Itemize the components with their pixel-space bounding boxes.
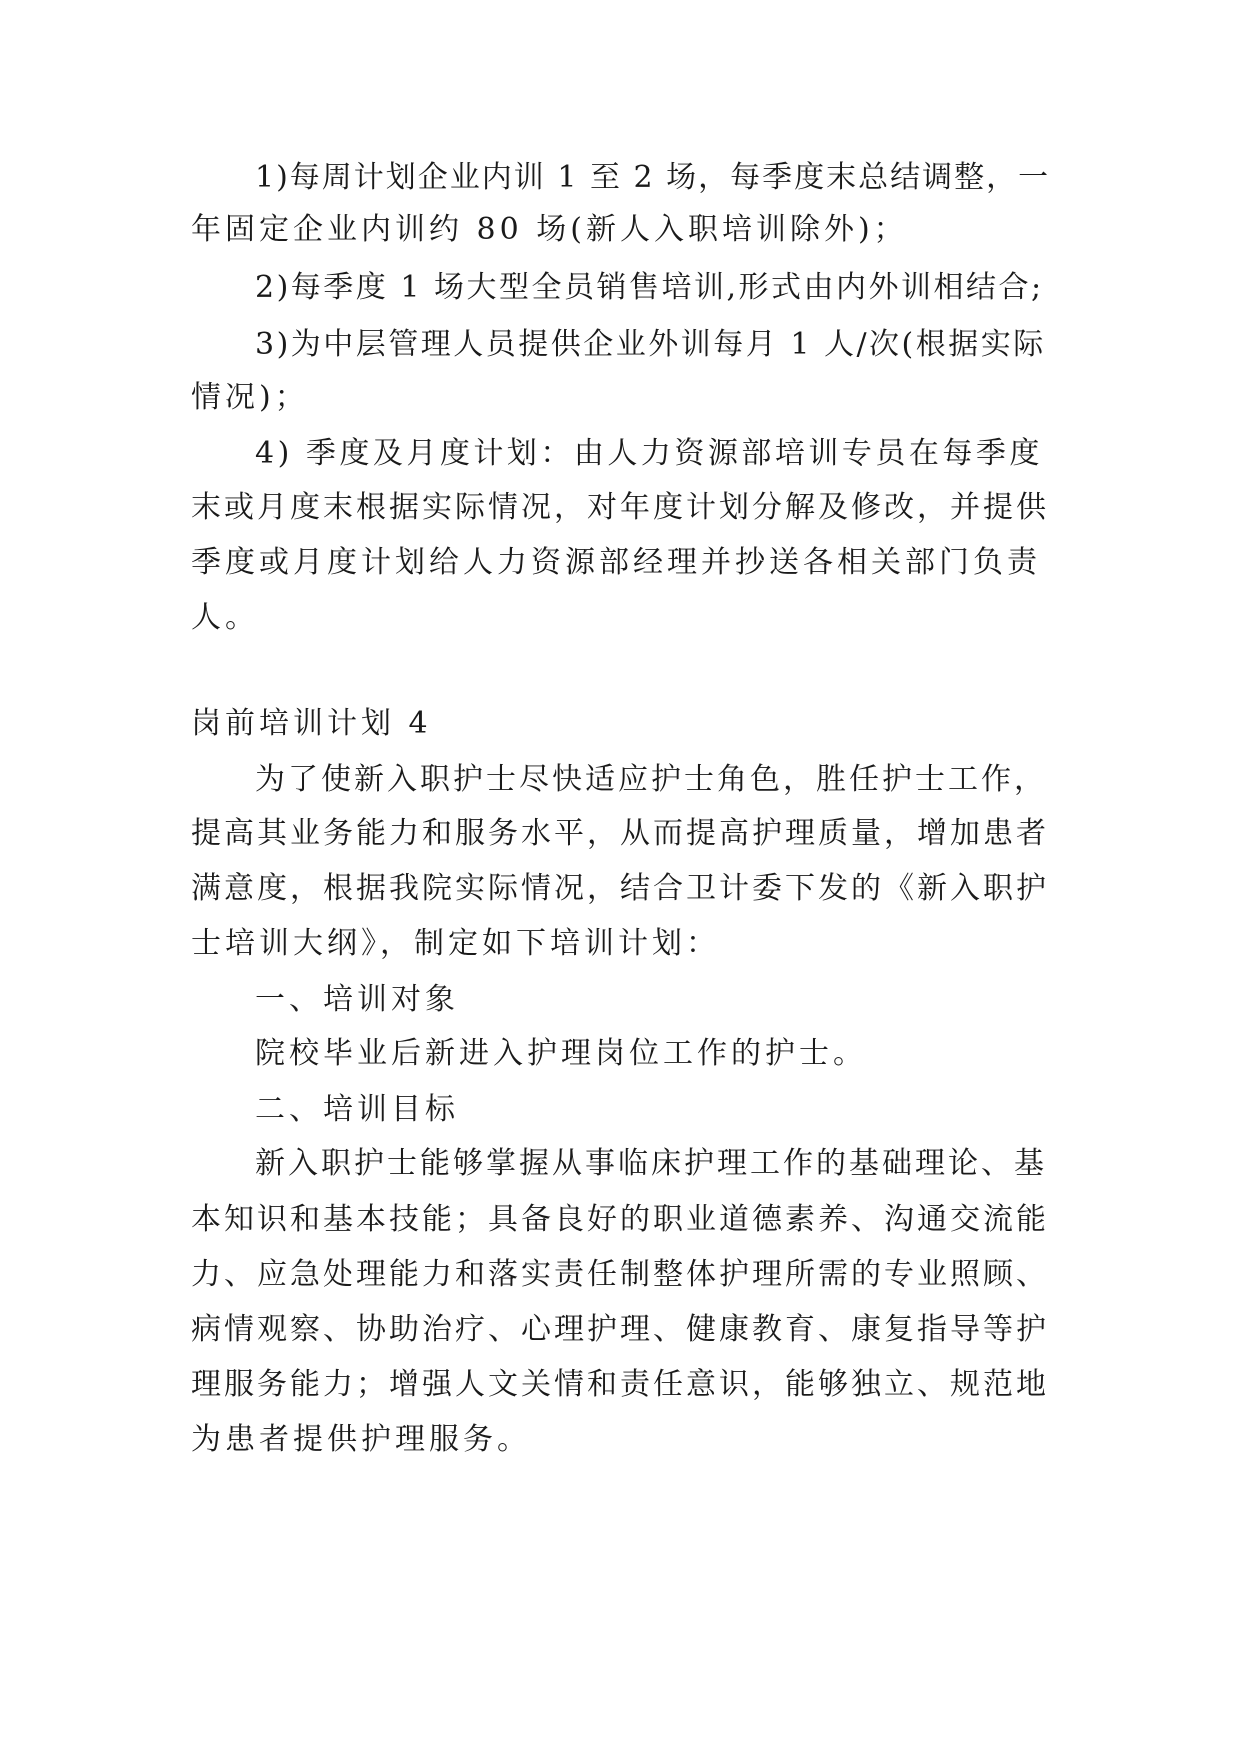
text-line: 人。	[191, 600, 259, 635]
text-line: 本知识和基本技能；具备良好的职业道德素养、沟通交流能	[191, 1202, 1049, 1237]
text-line: 情况)；	[191, 380, 309, 415]
text-line: 年固定企业内训约 80 场(新人入职培训除外)；	[191, 212, 908, 247]
text-line: 力、应急处理能力和落实责任制整体护理所需的专业照顾、	[191, 1257, 1049, 1292]
text-line: 士培训大纲》，制定如下培训计划：	[191, 926, 720, 961]
text-line: 院校毕业后新进入护理岗位工作的护士。	[255, 1036, 867, 1071]
subheading: 二、培训目标	[255, 1092, 459, 1127]
text-line: 为了使新入职护士尽快适应护士角色，胜任护士工作，	[255, 762, 1047, 797]
text-line: 季度或月度计划给人力资源部经理并抄送各相关部门负责	[191, 545, 1041, 580]
section-heading: 岗前培训计划 4	[191, 706, 432, 741]
text-line: 病情观察、协助治疗、心理护理、健康教育、康复指导等护	[191, 1312, 1049, 1347]
text-line: 满意度，根据我院实际情况，结合卫计委下发的《新入职护	[191, 871, 1049, 906]
text-line: 理服务能力；增强人文关情和责任意识，能够独立、规范地	[191, 1367, 1049, 1402]
text-line: 1)每周计划企业内训 1 至 2 场，每季度末总结调整，一	[255, 160, 1051, 195]
subheading: 一、培训对象	[255, 982, 459, 1017]
text-line: 新入职护士能够掌握从事临床护理工作的基础理论、基	[255, 1146, 1047, 1181]
text-line: 提高其业务能力和服务水平，从而提高护理质量，增加患者	[191, 816, 1049, 851]
text-line: 末或月度末根据实际情况，对年度计划分解及修改，并提供	[191, 490, 1049, 525]
text-line: 4) 季度及月度计划：由人力资源部培训专员在每季度	[255, 436, 1043, 471]
text-line: 3)为中层管理人员提供企业外训每月 1 人/次(根据实际	[255, 327, 1046, 362]
text-line: 2)每季度 1 场大型全员销售培训,形式由内外训相结合;	[255, 270, 1044, 305]
text-line: 为患者提供护理服务。	[191, 1422, 531, 1457]
